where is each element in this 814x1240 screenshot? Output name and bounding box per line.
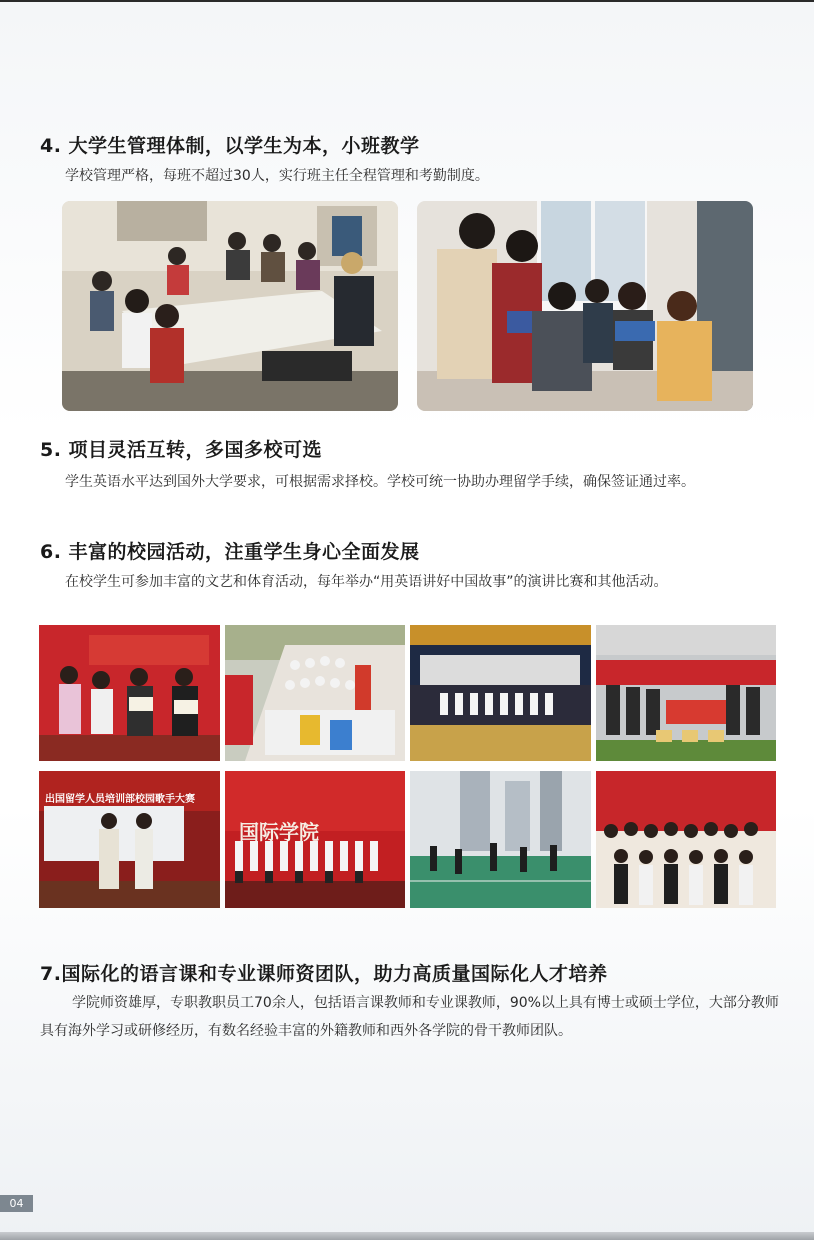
stage-ceremony-photo (410, 625, 591, 761)
outdoor-group-banner-photo (596, 625, 776, 761)
singing-contest-photo (39, 771, 220, 908)
section-7-text: 学院师资雄厚，专职教职员工70余人，包括语言课教师和专业课教师，90%以上具有博士或硕士学位，大部分教师具有海外学习或研修经历，有数名经验丰富的外籍教师和西外各学院的骨干教师团队。 (40, 995, 779, 1039)
section-6-text: 在校学生可参加丰富的文艺和体育活动，每年举办“用英语讲好中国故事”的演讲比赛和其他活动。 (65, 574, 668, 590)
section-4-heading: 4. 大学生管理体制，以学生为本，小班教学 (40, 135, 420, 157)
chorus-performance-photo (225, 771, 405, 908)
section-6-heading: 6. 丰富的校园活动，注重学生身心全面发展 (40, 541, 420, 563)
chorus-backdrop-text: 国际学院 (239, 820, 319, 844)
speech-contest-award-photo (39, 625, 220, 761)
section-4-text: 学校管理严格，每班不超过30人，实行班主任全程管理和考勤制度。 (65, 168, 489, 184)
bottom-bar (0, 1232, 814, 1240)
top-rule (0, 0, 814, 2)
singing-contest-banner: 出国留学人员培训部校园歌手大赛 (45, 794, 195, 805)
student-group-stairs-photo (225, 625, 405, 761)
section-7-heading: 7.国际化的语言课和专业课师资团队，助力高质量国际化人才培养 (40, 963, 608, 985)
section-5-heading: 5. 项目灵活互转，多国多校可选 (40, 439, 323, 461)
section-5-text: 学生英语水平达到国外大学要求，可根据需求择校。学校可统一协助办理留学手续，确保签证通过率。 (65, 474, 695, 490)
page-number: 04 (0, 1195, 33, 1212)
students-reading-photo (417, 201, 753, 411)
indoor-group-photo (596, 771, 776, 908)
basketball-photo (410, 771, 591, 908)
classroom-meeting-photo (62, 201, 398, 411)
